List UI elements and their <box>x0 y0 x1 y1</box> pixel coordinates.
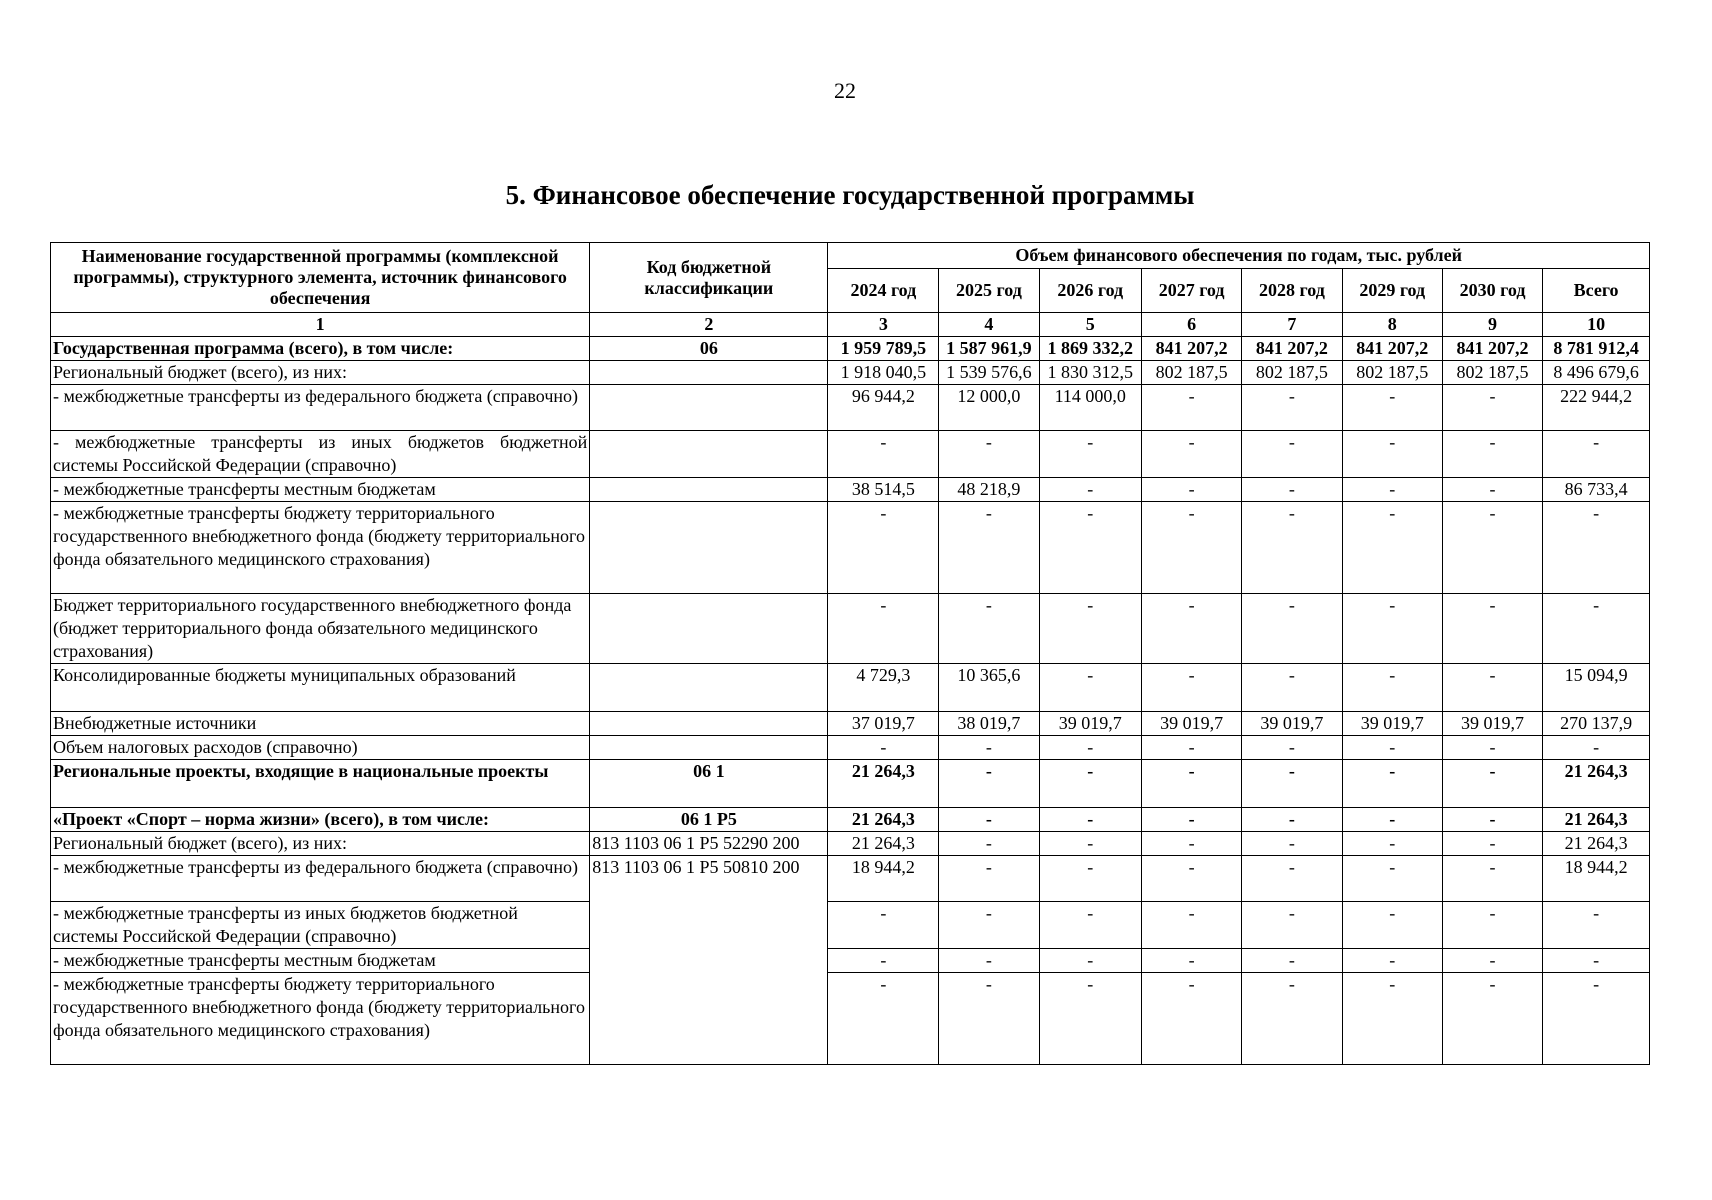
column-number: 5 <box>1039 313 1141 337</box>
row-value: 802 187,5 <box>1242 361 1342 385</box>
header-year: 2028 год <box>1242 269 1342 313</box>
row-total: 21 264,3 <box>1543 832 1650 856</box>
row-value: - <box>828 431 939 478</box>
row-value: - <box>1442 832 1542 856</box>
row-value: - <box>1039 856 1141 902</box>
row-value: - <box>1442 949 1542 973</box>
row-total: 86 733,4 <box>1543 478 1650 502</box>
row-value: - <box>1039 502 1141 594</box>
header-year: 2029 год <box>1342 269 1442 313</box>
row-value: - <box>1342 502 1442 594</box>
header-year: 2030 год <box>1442 269 1542 313</box>
row-value: - <box>1442 502 1542 594</box>
row-code <box>590 478 828 502</box>
row-value: - <box>1242 664 1342 712</box>
row-value: - <box>1442 808 1542 832</box>
row-value: 1 830 312,5 <box>1039 361 1141 385</box>
row-value: - <box>1039 973 1141 1065</box>
row-value: - <box>828 736 939 760</box>
table-row <box>51 431 1650 478</box>
row-value: 1 539 576,6 <box>939 361 1039 385</box>
row-value: - <box>1141 478 1241 502</box>
row-name: - межбюджетные трансферты из иных бюджетов бюджетной системы Российской Федерации (справочно) <box>51 431 590 478</box>
row-value: 1 918 040,5 <box>828 361 939 385</box>
row-value: - <box>1141 664 1241 712</box>
header-year: 2024 год <box>828 269 939 313</box>
row-code: 813 1103 06 1 Р5 52290 200 <box>590 832 828 856</box>
row-code: 813 1103 06 1 Р5 50810 200 <box>590 856 828 1065</box>
row-value: - <box>1141 760 1241 808</box>
table-row <box>51 808 1650 832</box>
row-code <box>590 594 828 664</box>
row-value: - <box>1039 949 1141 973</box>
row-value: - <box>1039 832 1141 856</box>
row-value: - <box>1141 902 1241 949</box>
row-value: 39 019,7 <box>1442 712 1542 736</box>
row-total: - <box>1543 736 1650 760</box>
column-number: 3 <box>828 313 939 337</box>
column-number: 10 <box>1543 313 1650 337</box>
row-value: - <box>1141 594 1241 664</box>
row-value: 4 729,3 <box>828 664 939 712</box>
row-value: - <box>1442 902 1542 949</box>
row-value: - <box>828 973 939 1065</box>
row-value: - <box>1141 736 1241 760</box>
row-value: - <box>1242 431 1342 478</box>
row-value: - <box>1141 949 1241 973</box>
row-total: 8 496 679,6 <box>1543 361 1650 385</box>
column-number: 7 <box>1242 313 1342 337</box>
row-value: 38 514,5 <box>828 478 939 502</box>
row-value: - <box>939 431 1039 478</box>
row-value: 841 207,2 <box>1141 337 1241 361</box>
row-value: - <box>828 502 939 594</box>
row-value: 841 207,2 <box>1342 337 1442 361</box>
row-value: 39 019,7 <box>1342 712 1442 736</box>
row-value: - <box>1342 856 1442 902</box>
row-name: Региональные проекты, входящие в национальные проекты <box>51 760 590 808</box>
row-total: 8 781 912,4 <box>1543 337 1650 361</box>
table-row <box>51 712 1650 736</box>
row-name: Объем налоговых расходов (справочно) <box>51 736 590 760</box>
table-row <box>51 832 1650 856</box>
row-value: 802 187,5 <box>1442 361 1542 385</box>
row-value: - <box>1442 736 1542 760</box>
table-row <box>51 902 1650 949</box>
row-name: Региональный бюджет (всего), из них: <box>51 832 590 856</box>
row-value: 114 000,0 <box>1039 385 1141 431</box>
section-title: 5. Финансовое обеспечение государственной программы <box>505 180 1195 210</box>
row-value: - <box>939 832 1039 856</box>
row-value: - <box>939 808 1039 832</box>
row-value: - <box>1039 594 1141 664</box>
table-row <box>51 736 1650 760</box>
row-value: - <box>1242 949 1342 973</box>
header-row-1 <box>51 243 1650 269</box>
row-total: - <box>1543 502 1650 594</box>
row-value: - <box>1342 478 1442 502</box>
row-total: 21 264,3 <box>1543 808 1650 832</box>
table-row <box>51 361 1650 385</box>
row-value: - <box>1141 856 1241 902</box>
row-value: 841 207,2 <box>1442 337 1542 361</box>
page-number: 22 <box>834 78 856 103</box>
row-code <box>590 736 828 760</box>
row-code <box>590 385 828 431</box>
column-number-row <box>51 313 1650 337</box>
row-value: 21 264,3 <box>828 760 939 808</box>
row-name: - межбюджетные трансферты бюджету территориального государственного внебюджетного фонда (бюджету территориального фонда обязательного медицинского страхования) <box>51 502 590 594</box>
row-value: - <box>1342 736 1442 760</box>
row-value: 37 019,7 <box>828 712 939 736</box>
row-value: - <box>1242 594 1342 664</box>
row-value: - <box>1039 478 1141 502</box>
row-value: - <box>1442 760 1542 808</box>
row-value: - <box>1141 832 1241 856</box>
row-total: 222 944,2 <box>1543 385 1650 431</box>
row-value: 841 207,2 <box>1242 337 1342 361</box>
row-value: - <box>1242 385 1342 431</box>
row-name: Внебюджетные источники <box>51 712 590 736</box>
row-value: - <box>1442 973 1542 1065</box>
row-value: - <box>1442 431 1542 478</box>
row-name: - межбюджетные трансферты бюджету территориального государственного внебюджетного фонда (бюджету территориального фонда обязательного медицинского страхования) <box>51 973 590 1065</box>
row-value: - <box>1442 664 1542 712</box>
row-value: - <box>1141 385 1241 431</box>
row-name: - межбюджетные трансферты местным бюджетам <box>51 478 590 502</box>
row-code: 06 <box>590 337 828 361</box>
table-row <box>51 760 1650 808</box>
row-name: Государственная программа (всего), в том числе: <box>51 337 590 361</box>
row-name: - межбюджетные трансферты из федерального бюджета (справочно) <box>51 856 590 902</box>
table-row <box>51 385 1650 431</box>
row-value: - <box>1342 664 1442 712</box>
row-code <box>590 361 828 385</box>
header-name: Наименование государственной программы (комплексной программы), структурного элемента, источник финансового обеспечения <box>51 243 590 313</box>
header-total: Всего <box>1543 269 1650 313</box>
row-code <box>590 502 828 594</box>
row-value: - <box>939 502 1039 594</box>
row-value: - <box>828 949 939 973</box>
row-value: - <box>1242 832 1342 856</box>
row-total: - <box>1543 431 1650 478</box>
row-total: 18 944,2 <box>1543 856 1650 902</box>
column-number: 4 <box>939 313 1039 337</box>
row-value: - <box>1242 808 1342 832</box>
row-value: - <box>939 736 1039 760</box>
row-code <box>590 664 828 712</box>
row-name: Консолидированные бюджеты муниципальных образований <box>51 664 590 712</box>
row-value: 1 587 961,9 <box>939 337 1039 361</box>
row-value: 21 264,3 <box>828 832 939 856</box>
row-value: - <box>1242 736 1342 760</box>
row-name: - межбюджетные трансферты из иных бюджетов бюджетной системы Российской Федерации (справочно) <box>51 902 590 949</box>
row-value: - <box>1342 902 1442 949</box>
row-total: 270 137,9 <box>1543 712 1650 736</box>
row-value: - <box>1442 385 1542 431</box>
table-row <box>51 594 1650 664</box>
row-value: 39 019,7 <box>1242 712 1342 736</box>
row-total: 21 264,3 <box>1543 760 1650 808</box>
row-value: 21 264,3 <box>828 808 939 832</box>
row-value: - <box>1039 431 1141 478</box>
row-total: - <box>1543 594 1650 664</box>
row-value: - <box>1442 594 1542 664</box>
row-code <box>590 712 828 736</box>
row-value: - <box>1242 973 1342 1065</box>
row-value: - <box>1039 760 1141 808</box>
row-code <box>590 431 828 478</box>
row-value: 38 019,7 <box>939 712 1039 736</box>
row-value: - <box>828 594 939 664</box>
row-value: - <box>1342 832 1442 856</box>
table-row <box>51 856 1650 902</box>
header-year: 2026 год <box>1039 269 1141 313</box>
row-value: - <box>1242 856 1342 902</box>
row-total: - <box>1543 949 1650 973</box>
row-value: - <box>1342 594 1442 664</box>
row-value: - <box>828 902 939 949</box>
row-value: 802 187,5 <box>1342 361 1442 385</box>
row-value: - <box>1342 973 1442 1065</box>
row-value: - <box>1442 478 1542 502</box>
table-row <box>51 664 1650 712</box>
column-number: 1 <box>51 313 590 337</box>
header-year: 2025 год <box>939 269 1039 313</box>
row-value: - <box>1442 856 1542 902</box>
row-code: 06 1 Р5 <box>590 808 828 832</box>
row-total: - <box>1543 902 1650 949</box>
row-value: - <box>1242 502 1342 594</box>
row-value: - <box>1039 664 1141 712</box>
row-value: - <box>1242 902 1342 949</box>
row-value: - <box>1342 949 1442 973</box>
row-total: - <box>1543 973 1650 1065</box>
column-number: 6 <box>1141 313 1241 337</box>
table-row <box>51 478 1650 502</box>
row-value: 12 000,0 <box>939 385 1039 431</box>
row-value: - <box>1039 736 1141 760</box>
row-value: - <box>939 973 1039 1065</box>
financing-table <box>50 242 1650 1065</box>
table-row <box>51 502 1650 594</box>
row-name: Региональный бюджет (всего), из них: <box>51 361 590 385</box>
row-value: 39 019,7 <box>1039 712 1141 736</box>
row-value: - <box>1242 478 1342 502</box>
row-value: - <box>1141 502 1241 594</box>
header-volume: Объем финансового обеспечения по годам, тыс. рублей <box>828 243 1650 269</box>
row-value: - <box>939 902 1039 949</box>
row-value: - <box>1141 973 1241 1065</box>
row-name: «Проект «Спорт – норма жизни» (всего), в том числе: <box>51 808 590 832</box>
row-value: - <box>1342 760 1442 808</box>
row-value: 1 959 789,5 <box>828 337 939 361</box>
row-code: 06 1 <box>590 760 828 808</box>
column-number: 2 <box>590 313 828 337</box>
row-value: - <box>1242 760 1342 808</box>
table-row <box>51 949 1650 973</box>
row-value: - <box>1141 431 1241 478</box>
header-year: 2027 год <box>1141 269 1241 313</box>
row-value: 802 187,5 <box>1141 361 1241 385</box>
row-name: - межбюджетные трансферты местным бюджетам <box>51 949 590 973</box>
row-total: 15 094,9 <box>1543 664 1650 712</box>
row-name: Бюджет территориального государственного внебюджетного фонда (бюджет территориального фонда обязательного медицинского страхования) <box>51 594 590 664</box>
row-value: - <box>1342 385 1442 431</box>
column-number: 9 <box>1442 313 1542 337</box>
row-name: - межбюджетные трансферты из федерального бюджета (справочно) <box>51 385 590 431</box>
header-code: Код бюджетной классификации <box>590 243 828 313</box>
row-value: 18 944,2 <box>828 856 939 902</box>
row-value: - <box>939 949 1039 973</box>
table-row <box>51 973 1650 1065</box>
row-value: - <box>939 760 1039 808</box>
column-number: 8 <box>1342 313 1442 337</box>
row-value: - <box>1342 808 1442 832</box>
row-value: 10 365,6 <box>939 664 1039 712</box>
row-value: - <box>939 594 1039 664</box>
table-row <box>51 337 1650 361</box>
row-value: - <box>1342 431 1442 478</box>
row-value: 39 019,7 <box>1141 712 1241 736</box>
row-value: 48 218,9 <box>939 478 1039 502</box>
row-value: 96 944,2 <box>828 385 939 431</box>
row-value: 1 869 332,2 <box>1039 337 1141 361</box>
row-value: - <box>1039 902 1141 949</box>
row-value: - <box>1039 808 1141 832</box>
row-value: - <box>1141 808 1241 832</box>
row-value: - <box>939 856 1039 902</box>
